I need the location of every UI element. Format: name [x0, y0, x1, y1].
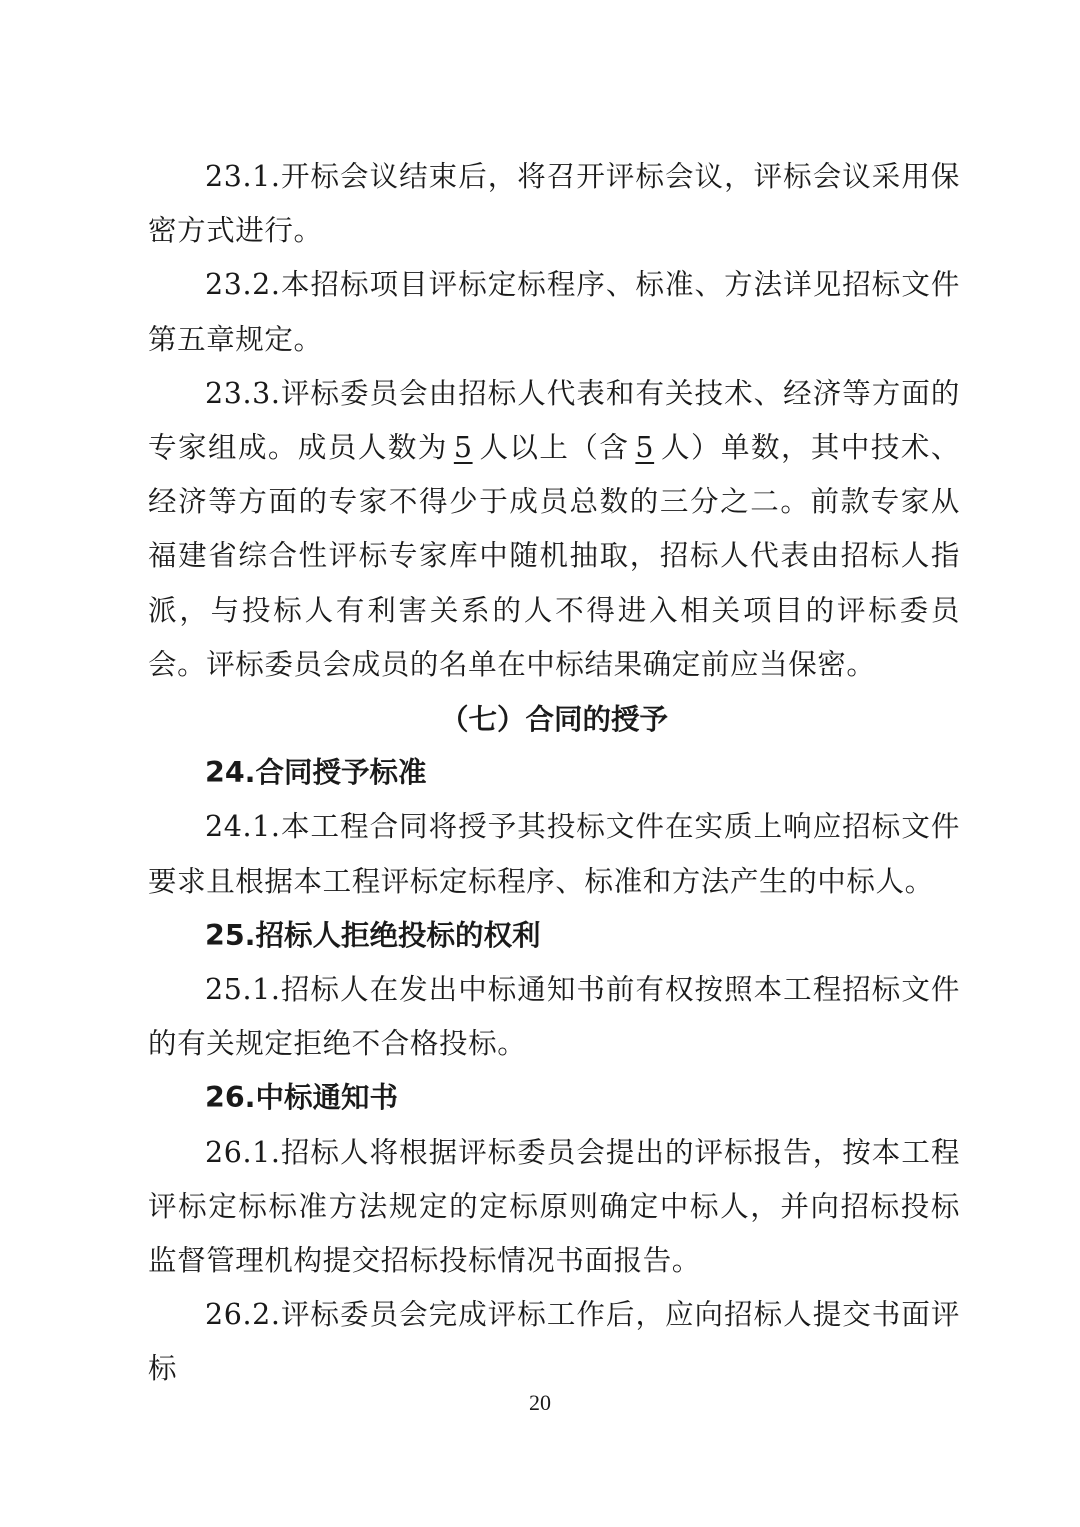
paragraph-23-3-part-a: 23.3.评标委员会由招标人代表和有关技术、经济等方面的专家组成。成员人数为: [148, 376, 960, 465]
heading-25: 25.招标人拒绝投标的权利: [205, 918, 541, 952]
paragraph-24-1: 24.1.本工程合同将授予其投标文件在实质上响应招标文件要求且根据本工程评标定标程序、标准和方法产生的中标人。: [148, 810, 960, 898]
member-count-blank: 5: [453, 431, 473, 465]
paragraph-23-3: [148, 367, 960, 692]
body-text: [148, 150, 960, 1397]
paragraph-23-1: 23.1.开标会议结束后，将召开评标会议，评标会议采用保密方式进行。: [148, 160, 960, 248]
member-count-min-blank: 5: [635, 431, 655, 465]
paragraph-26-1: 26.1.招标人将根据评标委员会提出的评标报告，按本工程评标定标标准方法规定的定标原则确定中标人，并向招标投标监督管理机构提交招标投标情况书面报告。: [148, 1135, 960, 1278]
paragraph-23-3-part-c: 人）单数，其中技术、经济等方面的专家不得少于成员总数的三分之二。前款专家从福建省综合性评标专家库中随机抽取，招标人代表由招标人指派，与投标人有利害关系的人不得进入相关项目的评标委员会。评标委员会成员的名单在中标结果确定前应当保密。: [148, 431, 960, 681]
section-title-7: （七）合同的授予: [439, 702, 668, 737]
page-number: 20: [529, 1390, 551, 1415]
paragraph-23-2: 23.2.本招标项目评标定标程序、标准、方法详见招标文件第五章规定。: [148, 268, 960, 356]
paragraph-25-1: 25.1.招标人在发出中标通知书前有权按照本工程招标文件的有关规定拒绝不合格投标。: [148, 973, 960, 1061]
heading-26: 26.中标通知书: [205, 1081, 398, 1115]
paragraph-23-3-part-b: 人以上（含: [478, 431, 630, 465]
heading-24: 24.合同授予标准: [205, 756, 427, 790]
paragraph-26-2: 26.2.评标委员会完成评标工作后，应向招标人提交书面评标: [148, 1298, 960, 1386]
